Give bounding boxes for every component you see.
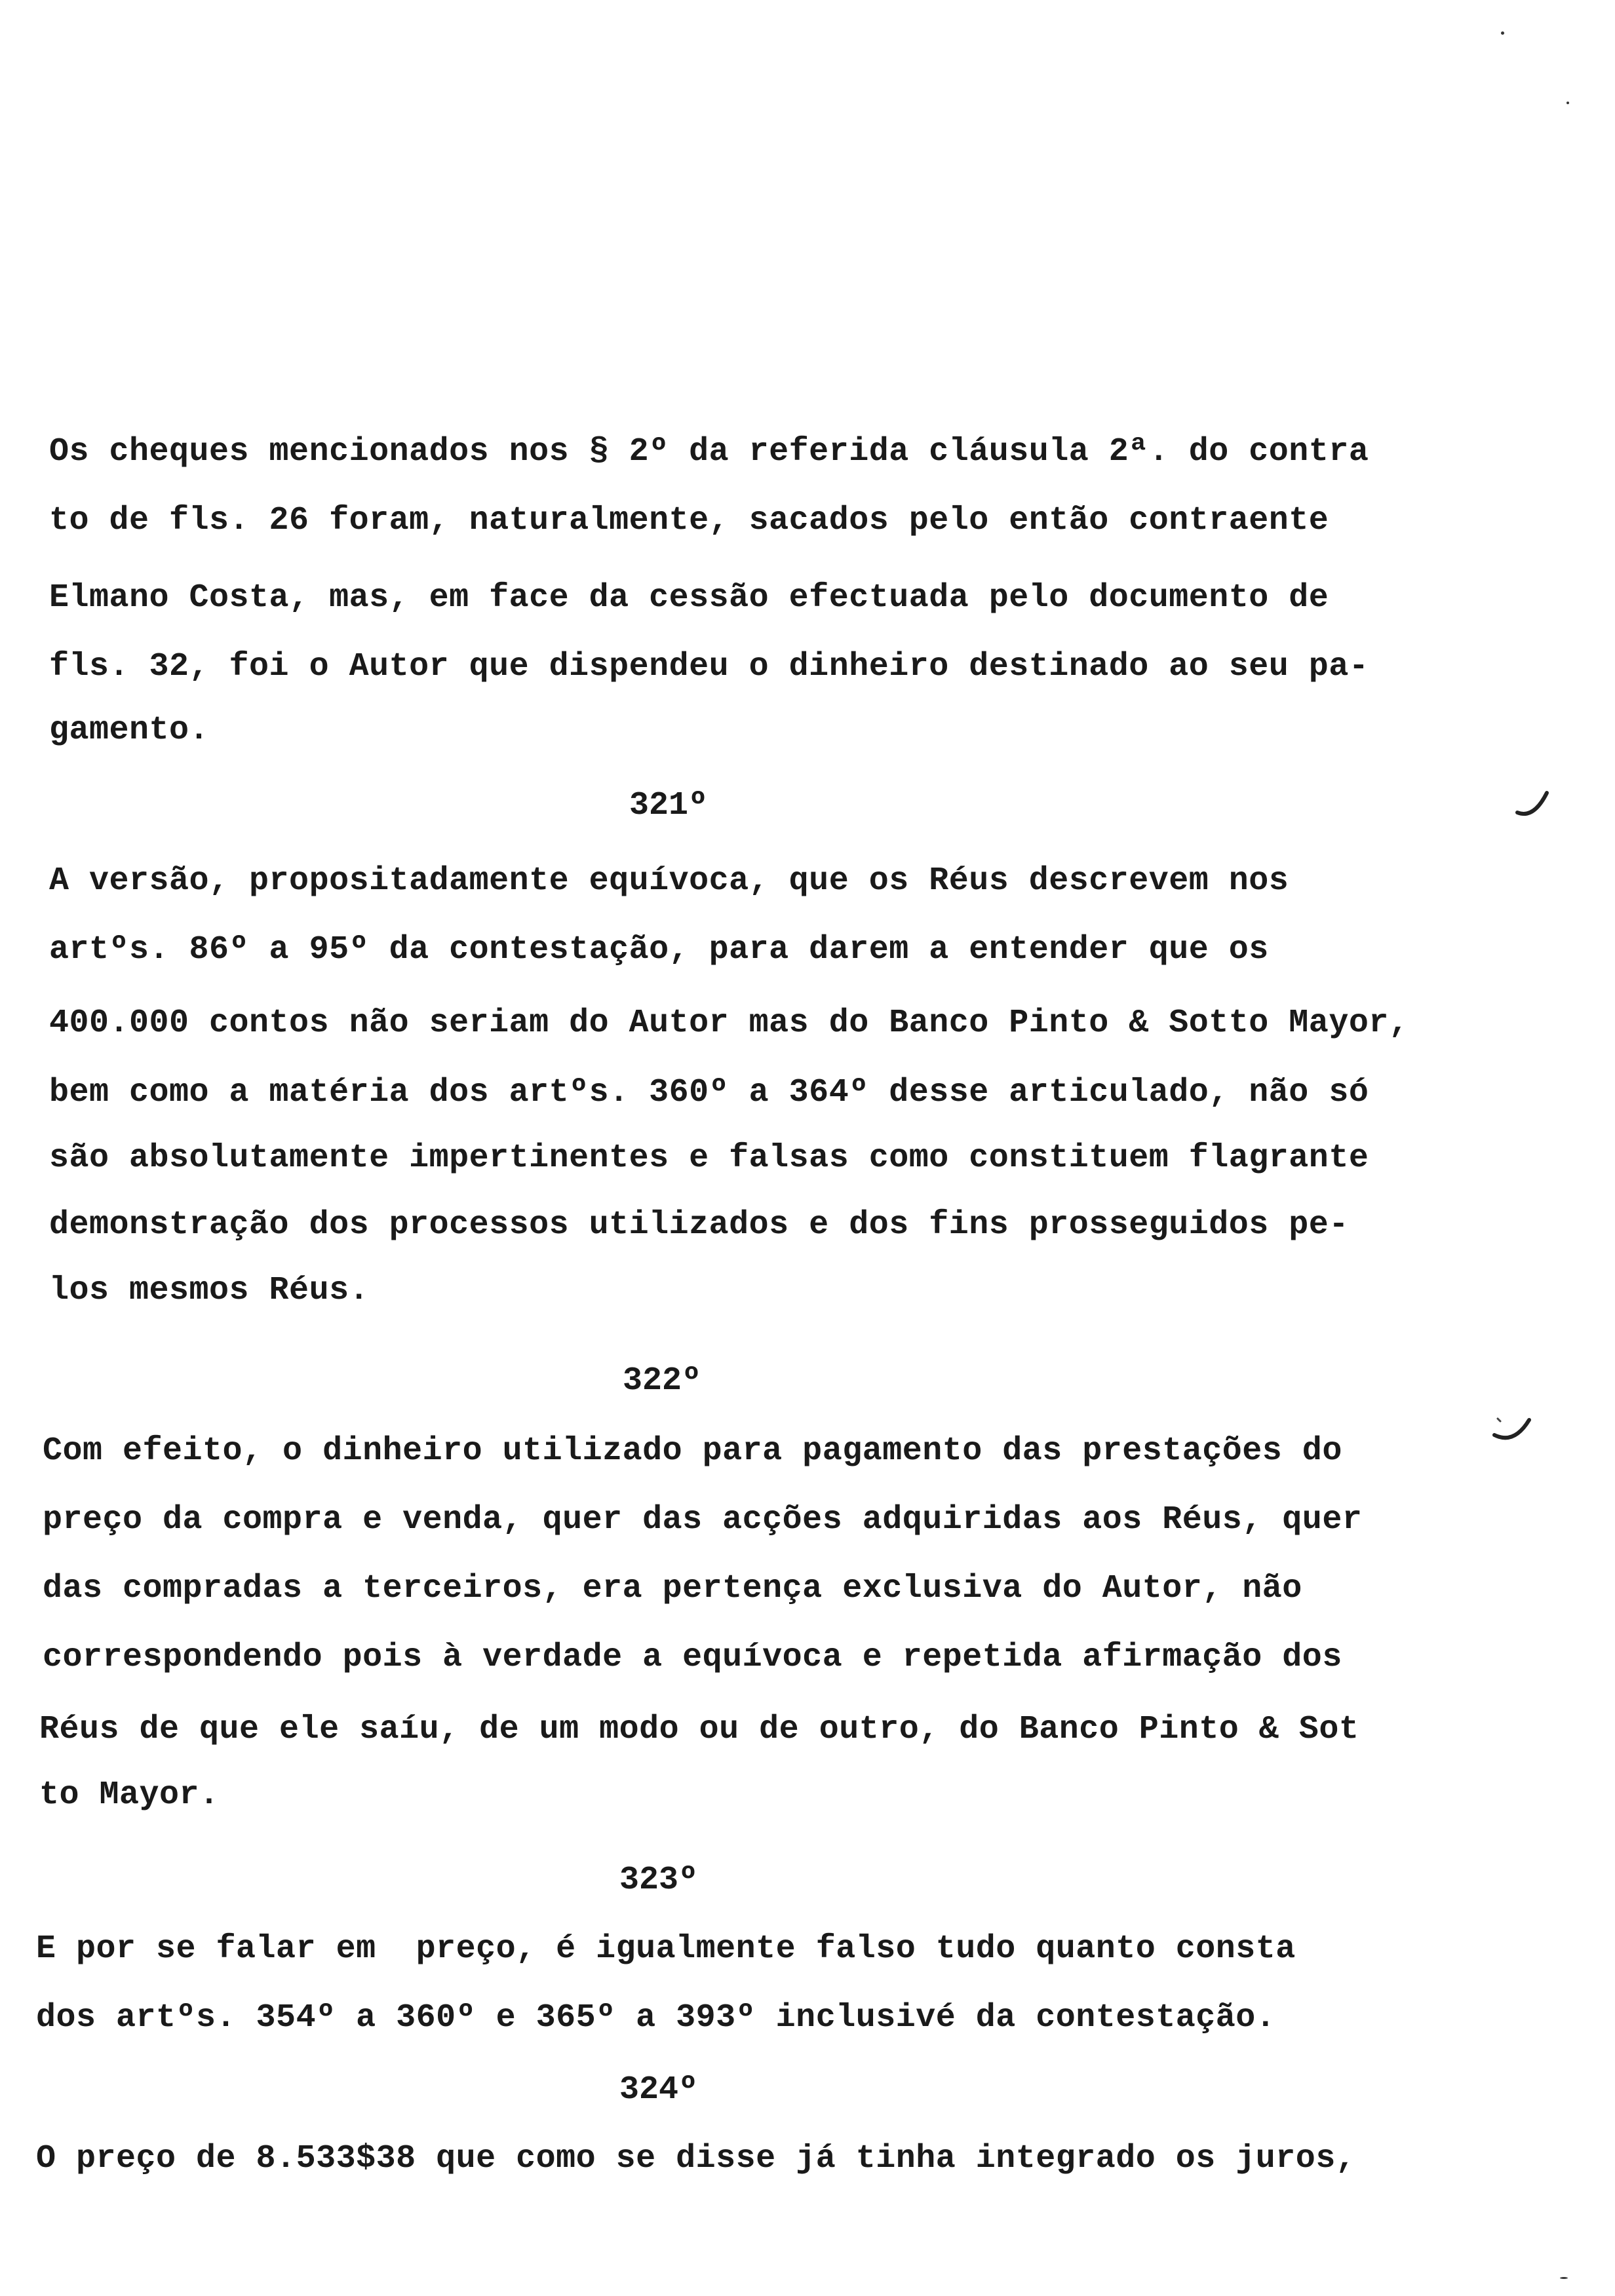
text-line: Réus de que ele saíu, de um modo ou de outro, do Banco Pinto & Sot — [39, 1711, 1359, 1748]
text-line: 400.000 contos não seriam do Autor mas do Banco Pinto & Sotto Mayor, — [49, 1004, 1409, 1042]
check-mark-icon — [1491, 1412, 1537, 1451]
text-line: Com efeito, o dinheiro utilizado para pagamento das prestações do — [43, 1432, 1342, 1470]
article-number: 323º — [619, 1862, 699, 1899]
text-line: los mesmos Réus. — [49, 1272, 370, 1309]
text-line: das compradas a terceiros, era pertença exclusiva do Autor, não — [43, 1570, 1302, 1607]
text-line: Os cheques mencionados nos § 2º da referida cláusula 2ª. do contra — [49, 433, 1369, 470]
article-number: 321º — [629, 787, 709, 824]
text-line: demonstração dos processos utilizados e dos fins prosseguidos pe- — [49, 1206, 1349, 1244]
text-line: gamento. — [49, 712, 210, 749]
article-number: 324º — [619, 2071, 699, 2109]
text-line: A versão, propositadamente equívoca, que os Réus descrevem nos — [49, 862, 1289, 900]
text-line: to Mayor. — [39, 1776, 220, 1814]
text-line: E por se falar em preço, é igualmente falso tudo quanto consta — [36, 1930, 1296, 1968]
scan-speck — [1566, 102, 1569, 104]
scan-speck — [1501, 31, 1504, 35]
check-mark-icon — [1514, 786, 1553, 826]
text-line: to de fls. 26 foram, naturalmente, sacados pelo então contraente — [49, 502, 1329, 539]
text-line: correspondendo pois à verdade a equívoca e repetida afirmação dos — [43, 1639, 1342, 1676]
text-line: O preço de 8.533$38 que como se disse já tinha integrado os juros, — [36, 2140, 1356, 2177]
scan-speck — [1560, 2277, 1568, 2279]
text-line: artºs. 86º a 95º da contestação, para darem a entender que os — [49, 931, 1269, 968]
text-line: dos artºs. 354º a 360º e 365º a 393º inclusivé da contestação. — [36, 1999, 1276, 2037]
article-number: 322º — [623, 1362, 702, 1400]
text-line: fls. 32, foi o Autor que dispendeu o dinheiro destinado ao seu pa- — [49, 648, 1369, 685]
text-line: são absolutamente impertinentes e falsas como constituem flagrante — [49, 1139, 1369, 1177]
text-line: bem como a matéria dos artºs. 360º a 364º desse articulado, não só — [49, 1074, 1369, 1111]
text-line: preço da compra e venda, quer das acções adquiridas aos Réus, quer — [43, 1501, 1363, 1539]
text-line: Elmano Costa, mas, em face da cessão efectuada pelo documento de — [49, 579, 1329, 617]
